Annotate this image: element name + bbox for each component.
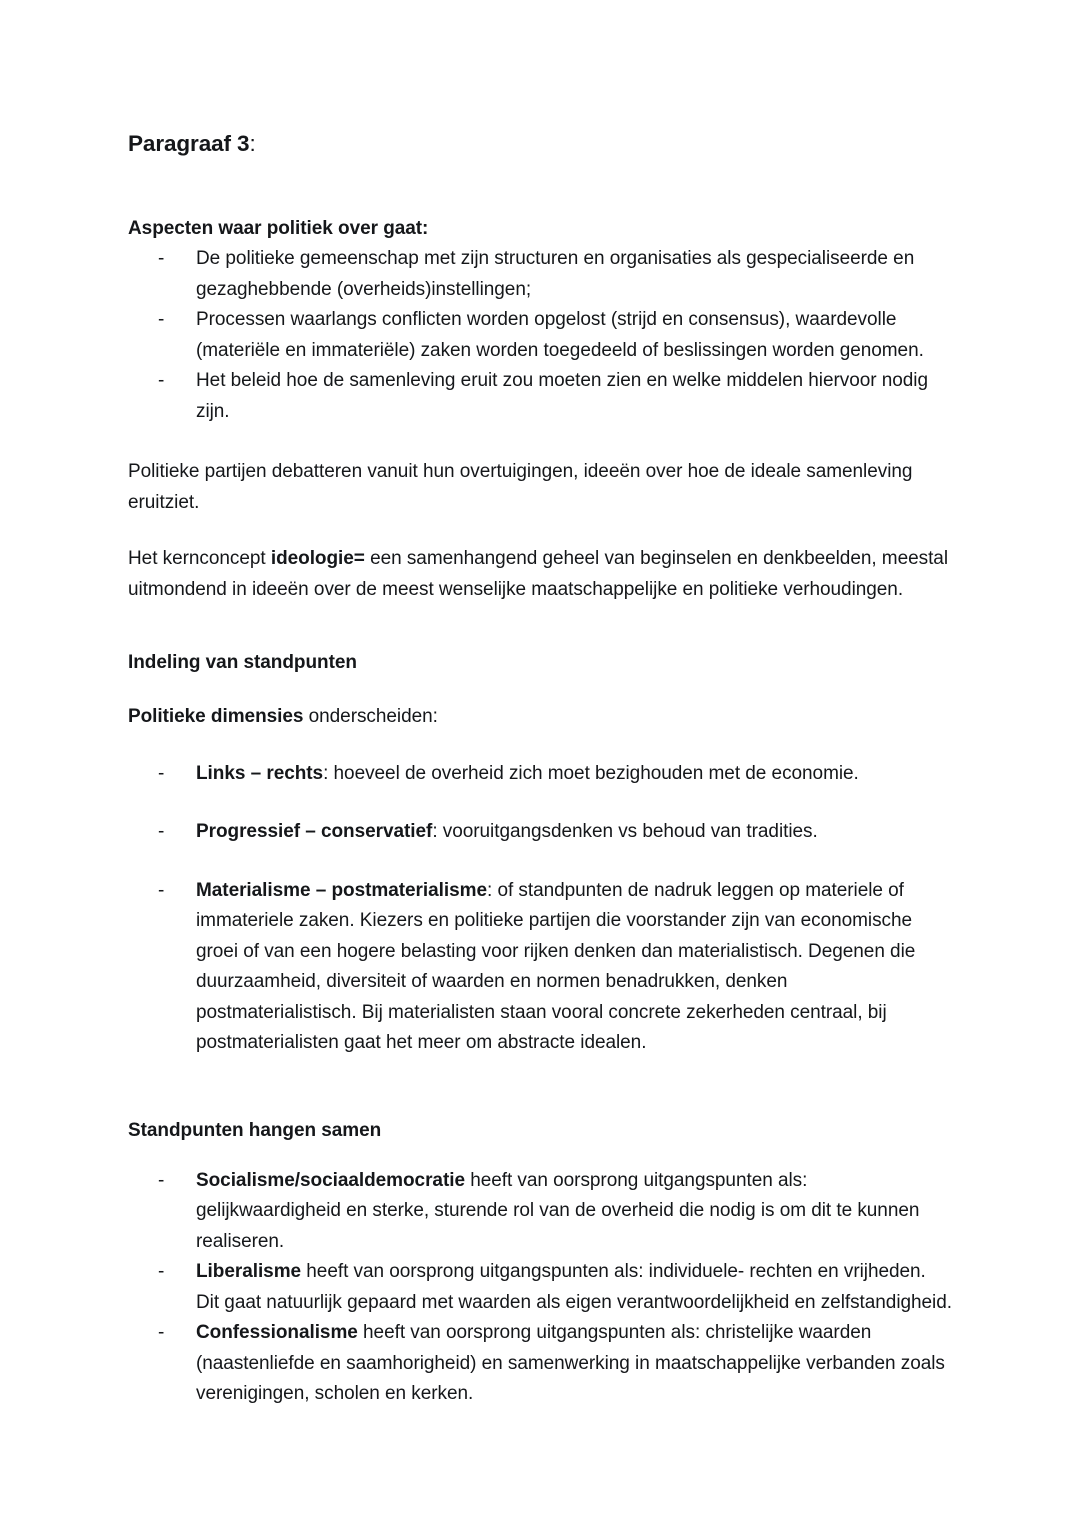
- page-title-text: Paragraaf 3: [128, 131, 250, 156]
- list-item-text: heeft van oorsprong uitgangspunten als: individuele- rechten en vrijheden. Dit gaat natuurlijk gepaard met waarden als eigen verantwoordelijkheid en zelfstandigheid.: [196, 1261, 952, 1313]
- paragraph-politieke-partijen: Politieke partijen debatteren vanuit hun overtuigingen, ideeën over hoe de ideale samenleving eruitziet.: [128, 461, 913, 513]
- page-title-colon: :: [249, 131, 256, 156]
- list-item: [128, 817, 952, 848]
- list-item: [128, 1257, 952, 1318]
- kernconcept-rest: een samenhangend geheel van beginselen en denkbeelden, meestal uitmondend in ideeën over de meest wenselijke maatschappelijke en politieke verhoudingen.: [128, 548, 948, 600]
- kernconcept-lead: Het kernconcept: [128, 548, 271, 569]
- paragraph-kernconcept: [128, 544, 952, 605]
- list-item: [128, 876, 952, 1059]
- list-item: [128, 1166, 952, 1258]
- heading-standpunten: Standpunten hangen samen: [128, 1119, 382, 1141]
- standpunten-list: [128, 1166, 952, 1410]
- dimensies-list: [128, 759, 952, 1059]
- list-item: - De politieke gemeenschap met zijn structuren en organisaties als gespecialiseerde en gezaghebbende (overheids)instellingen;: [128, 244, 952, 305]
- list-item: - Het beleid hoe de samenleving eruit zou moeten zien en welke middelen hiervoor nodig zijn.: [128, 366, 952, 427]
- list-item-term: Progressief – conservatief: [196, 821, 433, 842]
- paragraph-dimensies-intro: [128, 702, 952, 733]
- list-item-term: Links – rechts: [196, 762, 324, 784]
- list-item: - Processen waarlangs conflicten worden opgelost (strijd en consensus), waardevolle (materiële en immateriële) zaken worden toegedeeld of beslissingen worden genomen.: [128, 305, 952, 366]
- list-item-term: Confessionalisme: [196, 1322, 358, 1343]
- dimensies-intro-term: Politieke dimensies: [128, 706, 304, 727]
- list-item-term: Liberalisme: [196, 1261, 302, 1282]
- list-item-term: Materialisme – postmaterialisme: [196, 879, 487, 901]
- aspecten-list: [128, 244, 952, 427]
- list-item-text: heeft van oorsprong uitgangspunten als: gelijkwaardigheid en sterke, sturende rol van de overheid die nodig is om dit te kunnen realiseren.: [196, 1169, 920, 1252]
- kernconcept-term: ideologie=: [270, 548, 365, 569]
- list-item-term: Socialisme/sociaaldemocratie: [196, 1169, 465, 1191]
- list-item: [128, 759, 952, 790]
- list-item-text: heeft van oorsprong uitgangspunten als: christelijke waarden (naastenliefde en saamhorigheid) en samenwerking in maatschappelijke verbanden zoals verenigingen, scholen en kerken.: [196, 1322, 945, 1404]
- heading-indeling: Indeling van standpunten: [128, 652, 357, 673]
- dimensies-intro-rest: onderscheiden:: [303, 706, 438, 727]
- list-item-text: : vooruitgangsdenken vs behoud van tradities.: [432, 821, 818, 842]
- list-item-text: : of standpunten de nadruk leggen op materiele of immateriele zaken. Kiezers en politieke partijen die voorstander zijn van economische groei of van een hogere belasting voor rijken denken dan materialistisch. Degenen die duurzaamheid, diversiteit of waarden en normen benadrukken, denken postmaterialistisch. Bij materialisten staan vooral concrete zekerheden centraal, bij postmaterialisten gaat het meer om abstracte idealen.: [196, 879, 916, 1053]
- heading-aspecten: Aspecten waar politiek over gaat:: [128, 218, 429, 239]
- list-item: [128, 1318, 952, 1410]
- list-item-text: : hoeveel de overheid zich moet bezighouden met de economie.: [323, 762, 859, 784]
- page-title: [128, 129, 952, 159]
